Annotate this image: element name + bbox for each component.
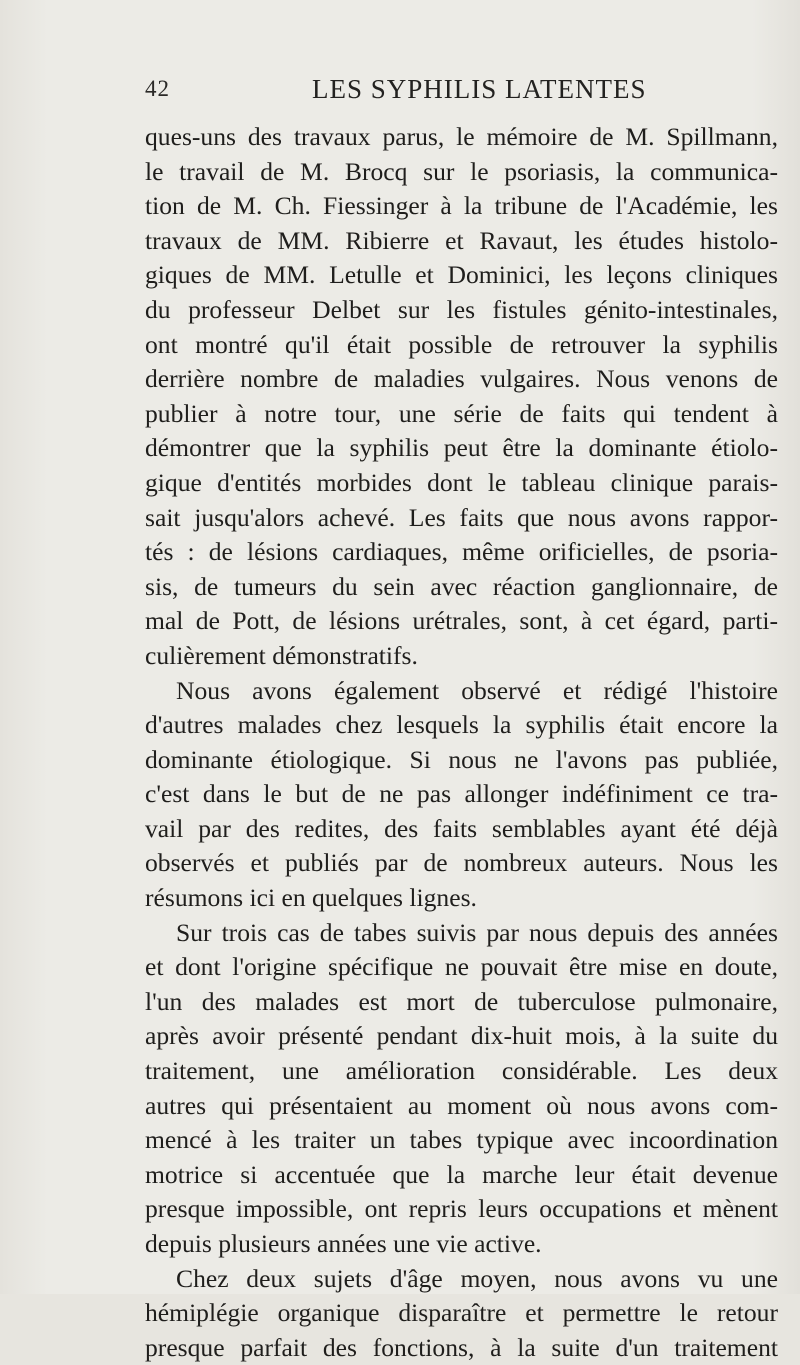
paragraph-start: Sur trois cas de tabes suivis par nous depuis des années <box>176 917 778 947</box>
page-header <box>0 70 800 110</box>
text-line: l'un des malades est mort de tuberculose pulmonaire, <box>145 986 778 1016</box>
text-line: presque impossible, ont repris leurs occupations et mènent <box>145 1194 778 1224</box>
text-line: depuis plusieurs années une vie active. <box>145 1229 542 1258</box>
text-line: tés : de lésions cardiaques, même orificielles, de psoria- <box>145 537 778 567</box>
text-line: publier à notre tour, une série de faits qui tendent à <box>145 398 778 428</box>
text-line: vail par des redites, des faits semblables ayant été déjà <box>145 813 778 843</box>
text-line: d'autres malades chez lesquels la syphilis était encore la <box>145 710 778 740</box>
text-line: autres qui présentaient au moment où nous avons com- <box>145 1090 778 1120</box>
text-line: après avoir présenté pendant dix-huit mois, à la suite du <box>145 1021 778 1051</box>
text-line: c'est dans le but de ne pas allonger indéfiniment ce tra- <box>145 779 778 809</box>
text-line: giques de MM. Letulle et Dominici, les leçons cliniques <box>145 260 778 290</box>
page-number: 42 <box>145 76 170 101</box>
text-line: culièrement démonstratifs. <box>145 640 418 670</box>
text-line: tion de M. Ch. Fiessinger à la tribune de l'Académie, les <box>145 191 778 221</box>
text-line: sait jusqu'alors achevé. Les faits que nous avons rappor- <box>145 502 778 532</box>
text-line: démontrer que la syphilis peut être la dominante étiolo- <box>145 433 778 463</box>
text-line: mal de Pott, de lésions urétrales, sont, à cet égard, parti- <box>145 606 778 636</box>
text-line: observés et publiés par de nombreux auteurs. Nous les <box>145 848 778 878</box>
text-line: travaux de MM. Ribierre et Ravaut, les études histolo- <box>145 225 778 255</box>
text-line: mencé à les traiter un tabes typique avec incoordination <box>145 1125 778 1155</box>
text-line: du professeur Delbet sur les fistules génito-intestinales, <box>145 294 778 324</box>
text-line: ques-uns des travaux parus, le mémoire de M. Spillmann, <box>145 122 778 151</box>
text-line: le travail de M. Brocq sur le psoriasis, la communica- <box>145 156 778 186</box>
text-line: et dont l'origine spécifique ne pouvait être mise en doute, <box>145 952 778 982</box>
text-line: motrice si accentuée que la marche leur était devenue <box>145 1159 778 1189</box>
paragraph-start: Nous avons également observé et rédigé l'histoire <box>176 675 778 705</box>
text-line: hémiplégie organique disparaître et permettre le retour <box>145 1298 778 1328</box>
paragraph-start: Chez deux sujets d'âge moyen, nous avons vu une <box>176 1263 778 1293</box>
text-line: presque parfait des fonctions, à la suite d'un traitement <box>145 1332 778 1362</box>
text-line: ont montré qu'il était possible de retrouver la syphilis <box>145 329 778 359</box>
text-line: dominante étiologique. Si nous ne l'avons pas publiée, <box>145 744 778 774</box>
text-line: résumons ici en quelques lignes. <box>145 883 477 913</box>
text-line: sis, de tumeurs du sein avec réaction ganglionnaire, de <box>145 571 778 601</box>
text-line: traitement, une amélioration considérable. Les deux <box>145 1056 778 1086</box>
text-line: derrière nombre de maladies vulgaires. Nous venons de <box>145 364 778 394</box>
text-line: gique d'entités morbides dont le tableau clinique parais- <box>145 467 778 497</box>
running-title: LES SYPHILIS LATENTES <box>312 74 647 104</box>
body-text <box>145 120 778 1365</box>
